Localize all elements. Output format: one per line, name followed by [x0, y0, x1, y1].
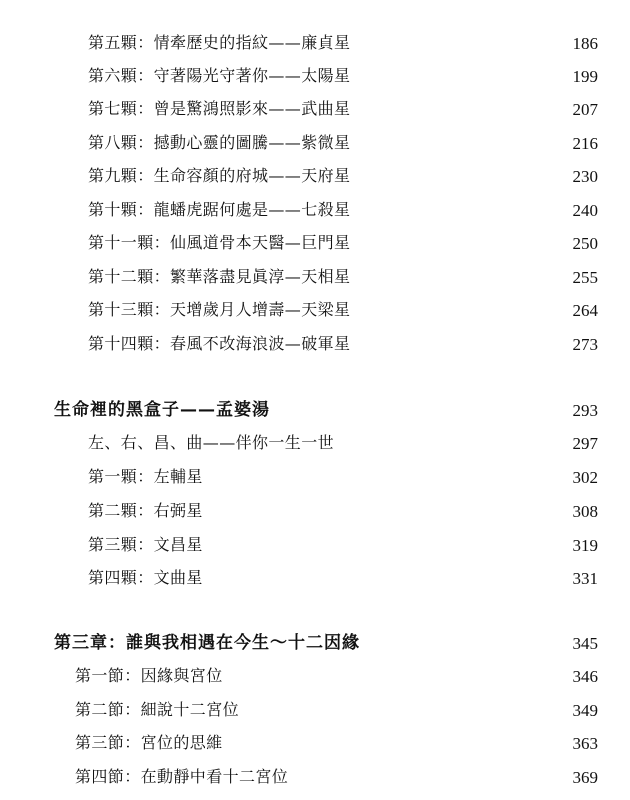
toc-entry-title: 左、右、昌、曲——伴你一生一世 — [88, 433, 335, 452]
toc-entry[interactable] — [0, 93, 630, 126]
toc-entry-title: 第三顆：文昌星 — [88, 535, 203, 554]
toc-entry-page: 369 — [572, 768, 598, 787]
toc-entry[interactable] — [0, 495, 630, 528]
toc-heading-page: 345 — [572, 634, 598, 653]
toc-entry-page: 273 — [572, 335, 598, 354]
toc-entry-title: 第七顆：曾是驚鴻照影來——武曲星 — [88, 99, 351, 118]
toc-entry-page: 346 — [572, 667, 598, 686]
toc-entry[interactable] — [0, 427, 630, 460]
toc-entry-title: 第十二顆：繁華落盡見眞淳—天相星 — [88, 267, 351, 286]
toc-entry-title: 第四節：在動靜中看十二宮位 — [75, 767, 289, 786]
toc-entry-page: 216 — [572, 134, 598, 153]
toc-heading-page: 293 — [572, 401, 598, 420]
toc-entry-page: 186 — [572, 34, 598, 53]
toc-entry-page: 319 — [572, 536, 598, 555]
toc-entry-page: 302 — [572, 468, 598, 487]
toc-entry-title: 第四顆：文曲星 — [88, 568, 203, 587]
toc-entry-page: 255 — [572, 268, 598, 287]
toc-entry[interactable] — [0, 194, 630, 227]
toc-section-heading[interactable] — [0, 394, 630, 427]
toc-entry-title: 第九顆：生命容顏的府城——天府星 — [88, 166, 351, 185]
toc-entry-title: 第一顆：左輔星 — [88, 467, 203, 486]
toc-entry-title: 第八顆：撼動心靈的圖騰——紫微星 — [88, 133, 351, 152]
toc-entry-page: 230 — [572, 167, 598, 186]
toc-entry[interactable] — [0, 529, 630, 562]
toc-entry[interactable] — [0, 761, 630, 794]
toc-entry[interactable] — [0, 694, 630, 727]
toc-entry-title: 第十四顆：春風不改海浪波—破軍星 — [88, 334, 351, 353]
toc-entry[interactable] — [0, 127, 630, 160]
toc-heading-title: 生命裡的黑盒子——孟婆湯 — [54, 400, 270, 420]
toc-entry-title: 第二顆：右弼星 — [88, 501, 203, 520]
toc-entry-title: 第五顆：情牽歷史的指紋——廉貞星 — [88, 33, 351, 52]
toc-entry-title: 第十三顆：天增歲月人增壽—天梁星 — [88, 300, 351, 319]
toc-entry-page: 349 — [572, 701, 598, 720]
toc-entry[interactable] — [0, 27, 630, 60]
toc-heading-title: 第三章：誰與我相遇在今生～十二因緣 — [54, 633, 360, 653]
toc-entry[interactable] — [0, 328, 630, 361]
toc-entry-title: 第二節：細說十二宮位 — [75, 700, 240, 719]
toc-entry-title: 第十一顆：仙風道骨本天醫—巨門星 — [88, 233, 351, 252]
toc-entry-title: 第十顆：龍蟠虎踞何處是——七殺星 — [88, 200, 351, 219]
toc-entry-page: 331 — [572, 569, 598, 588]
toc-entry[interactable] — [0, 562, 630, 595]
toc-entry-page: 250 — [572, 234, 598, 253]
toc-entry-page: 207 — [572, 100, 598, 119]
toc-entry[interactable] — [0, 261, 630, 294]
toc-chapter-heading[interactable] — [0, 627, 630, 660]
toc-entry-title: 第三節：宮位的思維 — [75, 733, 223, 752]
toc-entry[interactable] — [0, 160, 630, 193]
toc-entry[interactable] — [0, 60, 630, 93]
toc-entry[interactable] — [0, 660, 630, 693]
toc-entry-page: 199 — [572, 67, 598, 86]
toc-entry-page: 264 — [572, 301, 598, 320]
toc-entry[interactable] — [0, 461, 630, 494]
toc-entry-title: 第六顆：守著陽光守著你——太陽星 — [88, 66, 351, 85]
toc-entry[interactable] — [0, 727, 630, 760]
toc-entry-title: 第一節：因緣與宮位 — [75, 666, 223, 685]
toc-entry-page: 240 — [572, 201, 598, 220]
toc-entry[interactable] — [0, 294, 630, 327]
toc-entry-page: 297 — [572, 434, 598, 453]
toc-entry[interactable] — [0, 227, 630, 260]
toc-entry-page: 308 — [572, 502, 598, 521]
toc-entry-page: 363 — [572, 734, 598, 753]
